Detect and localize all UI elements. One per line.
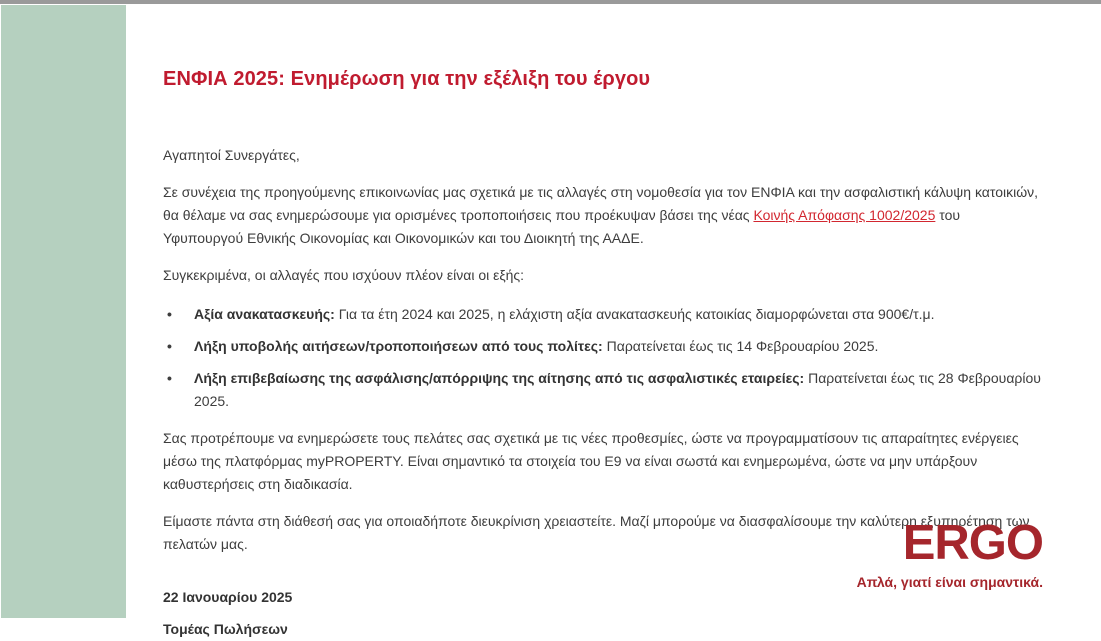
list-item bbox=[163, 335, 1041, 358]
salutation: Αγαπητοί Συνεργάτες, bbox=[163, 147, 300, 163]
closing-paragraph: Είμαστε πάντα στη διάθεσή σας για οποιαδήποτε διευκρίνιση χρειαστείτε. Μαζί μπορούμε να διασφαλίσουμε την καλύτερη εξυπηρέτηση των πελατών μας. bbox=[163, 513, 1030, 552]
brand-block bbox=[723, 518, 1043, 590]
brand-tagline: Απλά, γιατί είναι σημαντικά. bbox=[856, 574, 1043, 590]
intro-paragraph bbox=[163, 181, 1041, 250]
top-divider-bar bbox=[0, 0, 1101, 4]
bullet-label: Λήξη επιβεβαίωσης της ασφάλισης/απόρριψης της αίτησης από τις ασφαλιστικές εταιρείες: bbox=[194, 370, 805, 386]
bullet-icon: • bbox=[167, 370, 172, 386]
bullet-text: Παρατείνεται έως τις 14 Φεβρουαρίου 2025. bbox=[602, 338, 879, 354]
urge-paragraph: Σας προτρέπουμε να ενημερώσετε τους πελάτες σας σχετικά με τις νέες προθεσμίες, ώστε να προγραμματίσουν τις απαραίτητες ενέργειες μέσω της πλατφόρμας myPROPERTY. Είναι σημαντικό τα στοιχεία του Ε9 να είναι σωστά και ενημερωμένα, ώστε να μην υπάρξουν καθυστερήσεις στη διαδικασία. bbox=[163, 430, 1019, 492]
left-green-panel bbox=[1, 5, 126, 618]
bullet-icon: • bbox=[167, 306, 172, 322]
bullet-text: Παρατείνεται έως τις 28 Φεβρουαρίου 2025. bbox=[194, 370, 1041, 409]
changes-list bbox=[163, 303, 1041, 413]
bullet-icon: • bbox=[167, 338, 172, 354]
bullet-label: Λήξη υποβολής αιτήσεων/τροποποιήσεων από τους πολίτες: bbox=[194, 338, 603, 354]
letter-date: 22 Ιανουαρίου 2025 bbox=[163, 589, 293, 605]
ergo-logo: ERGO bbox=[902, 516, 1043, 570]
list-item bbox=[163, 367, 1041, 413]
letter-signature: Τομέας Πωλήσεων bbox=[163, 621, 288, 637]
bullet-text: Για τα έτη 2024 και 2025, η ελάχιστη αξία ανακατασκευής κατοικίας διαμορφώνεται στα 900€/τ.μ. bbox=[334, 306, 935, 322]
intro-text-before-link: Σε συνέχεια της προηγούμενης επικοινωνίας μας σχετικά με τις αλλαγές στη νομοθεσία για τον ΕΝΦΙΑ και την ασφαλιστική κάλυψη κατοικιών, θα θέλαμε να σας ενημερώσουμε για ορισμένες τροποποιήσεις που προέκυψαν βάσει της νέας bbox=[163, 184, 1039, 223]
intro-text-after-link: του Υφυπουργού Εθνικής Οικονομίας και Οικονομικών και του Διοικητή της ΑΑΔΕ. bbox=[163, 207, 961, 246]
list-item bbox=[163, 303, 1041, 326]
page-title: ΕΝΦΙΑ 2025: Ενημέρωση για την εξέλιξη του έργου bbox=[163, 68, 651, 90]
bullet-label: Αξία ανακατασκευής: bbox=[194, 306, 335, 322]
changes-intro: Συγκεκριμένα, οι αλλαγές που ισχύουν πλέον είναι οι εξής: bbox=[163, 267, 525, 283]
decision-document-link[interactable]: Κοινής Απόφασης 1002/2025 bbox=[753, 207, 936, 223]
